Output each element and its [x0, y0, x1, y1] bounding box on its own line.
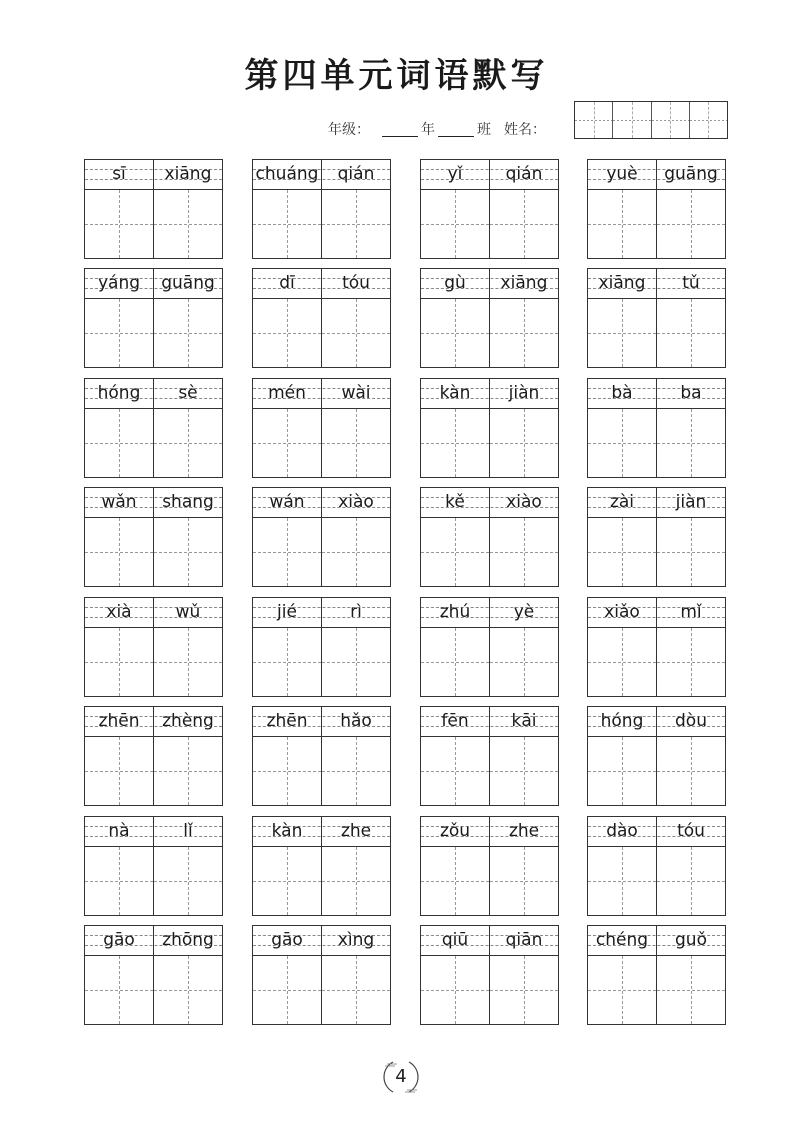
pinyin-syllable: guǒ: [675, 930, 707, 950]
character-box[interactable]: [322, 847, 390, 915]
word-cell[interactable]: [84, 487, 223, 587]
pinyin-row: [421, 817, 558, 847]
word-cell[interactable]: [587, 597, 726, 697]
pinyin-syllable: dī: [253, 269, 322, 298]
pinyin-row: [588, 269, 725, 299]
word-cell[interactable]: [420, 268, 559, 368]
name-label: 姓名：: [504, 122, 546, 138]
pinyin-syllable: bà: [588, 379, 657, 408]
pinyin-syllable: xià: [85, 598, 154, 627]
word-cell[interactable]: [252, 487, 391, 587]
character-box[interactable]: [85, 409, 154, 477]
character-box[interactable]: [322, 299, 390, 367]
character-box[interactable]: [253, 847, 322, 915]
pinyin-row: [421, 707, 558, 737]
name-box[interactable]: [613, 102, 651, 138]
pinyin-row: [85, 160, 222, 190]
page-number: 4: [395, 1066, 407, 1087]
year-suffix: 年: [421, 122, 435, 138]
pinyin-syllable: fēn: [421, 707, 490, 736]
page-title: 第四单元词语默写: [244, 56, 549, 96]
pinyin-syllable: rì: [350, 602, 362, 622]
character-box[interactable]: [588, 628, 657, 696]
character-box[interactable]: [322, 518, 390, 586]
pinyin-syllable: jiàn: [675, 492, 707, 512]
character-box[interactable]: [490, 956, 558, 1024]
pinyin-row: [253, 817, 390, 847]
class-suffix: 班: [477, 122, 491, 138]
character-writing-row: [253, 190, 390, 258]
pinyin-syllable: guāng: [161, 273, 215, 293]
pinyin-syllable: lǐ: [183, 821, 193, 841]
name-writing-boxes[interactable]: [574, 101, 728, 139]
pinyin-syllable: zhōng: [162, 930, 214, 950]
word-cell[interactable]: [420, 816, 559, 916]
pinyin-syllable: zǒu: [421, 817, 490, 846]
character-box[interactable]: [253, 628, 322, 696]
word-cell[interactable]: [84, 268, 223, 368]
character-box[interactable]: [490, 518, 558, 586]
word-cell[interactable]: [84, 378, 223, 478]
pinyin-syllable: kě: [421, 488, 490, 517]
pinyin-syllable: yáng: [85, 269, 154, 298]
character-box[interactable]: [322, 409, 390, 477]
pinyin-syllable: mén: [253, 379, 322, 408]
character-box[interactable]: [154, 409, 222, 477]
character-box[interactable]: [253, 409, 322, 477]
character-writing-row: [85, 518, 222, 586]
character-writing-row: [421, 628, 558, 696]
word-cell[interactable]: [252, 706, 391, 806]
pinyin-syllable: zài: [588, 488, 657, 517]
pinyin-row: [85, 488, 222, 518]
pinyin-syllable: xiǎo: [588, 598, 657, 627]
pinyin-syllable: wài: [341, 383, 371, 403]
character-writing-row: [253, 299, 390, 367]
pinyin-syllable: guāng: [664, 164, 718, 184]
pinyin-syllable: qián: [505, 164, 543, 184]
character-box[interactable]: [588, 409, 657, 477]
character-box[interactable]: [421, 518, 490, 586]
pinyin-syllable: tóu: [342, 273, 370, 293]
character-box[interactable]: [657, 847, 725, 915]
pinyin-syllable: wǔ: [175, 602, 201, 622]
character-writing-row: [85, 299, 222, 367]
pinyin-row: [588, 160, 725, 190]
character-box[interactable]: [657, 190, 725, 258]
word-cell[interactable]: [420, 159, 559, 259]
pinyin-syllable: zhēn: [85, 707, 154, 736]
character-box[interactable]: [588, 737, 657, 805]
pinyin-syllable: shang: [162, 492, 214, 512]
grade-label: 年级：: [328, 122, 370, 138]
character-writing-row: [253, 628, 390, 696]
character-box[interactable]: [154, 299, 222, 367]
character-box[interactable]: [490, 847, 558, 915]
character-box[interactable]: [588, 190, 657, 258]
character-writing-row: [253, 737, 390, 805]
pinyin-syllable: zhèng: [162, 711, 214, 731]
pinyin-syllable: hǎo: [340, 711, 372, 731]
word-cell[interactable]: [252, 816, 391, 916]
name-box[interactable]: [575, 102, 613, 138]
pinyin-syllable: gāo: [85, 926, 154, 955]
word-cell[interactable]: [252, 268, 391, 368]
character-box[interactable]: [421, 628, 490, 696]
pinyin-syllable: qiū: [421, 926, 490, 955]
pinyin-syllable: sī: [85, 160, 154, 189]
pinyin-row: [421, 598, 558, 628]
character-writing-row: [85, 190, 222, 258]
character-writing-row: [85, 956, 222, 1024]
pinyin-syllable: qián: [337, 164, 375, 184]
pinyin-syllable: tóu: [677, 821, 705, 841]
pinyin-syllable: mǐ: [680, 602, 702, 622]
character-box[interactable]: [322, 737, 390, 805]
pinyin-row: [421, 269, 558, 299]
pinyin-syllable: xiāng: [164, 164, 212, 184]
character-writing-row: [85, 628, 222, 696]
character-writing-row: [421, 847, 558, 915]
character-writing-row: [421, 409, 558, 477]
character-writing-row: [421, 190, 558, 258]
character-box[interactable]: [85, 299, 154, 367]
word-cell[interactable]: [252, 597, 391, 697]
pinyin-syllable: yè: [513, 602, 535, 622]
character-writing-row: [588, 190, 725, 258]
word-cell[interactable]: [252, 925, 391, 1025]
character-box[interactable]: [588, 299, 657, 367]
character-box[interactable]: [657, 409, 725, 477]
character-box[interactable]: [588, 847, 657, 915]
pinyin-row: [253, 488, 390, 518]
character-box[interactable]: [253, 737, 322, 805]
pinyin-syllable: ba: [680, 383, 702, 403]
pinyin-row: [588, 598, 725, 628]
character-box[interactable]: [421, 299, 490, 367]
character-box[interactable]: [322, 190, 390, 258]
pinyin-syllable: zhe: [508, 821, 540, 841]
pinyin-syllable: zhú: [421, 598, 490, 627]
pinyin-row: [85, 598, 222, 628]
character-writing-row: [421, 518, 558, 586]
pinyin-row: [85, 707, 222, 737]
character-writing-row: [421, 956, 558, 1024]
pinyin-row: [85, 379, 222, 409]
character-writing-row: [588, 299, 725, 367]
word-cell[interactable]: [587, 925, 726, 1025]
character-box[interactable]: [154, 518, 222, 586]
pinyin-syllable: wǎn: [85, 488, 154, 517]
character-box[interactable]: [154, 190, 222, 258]
character-box[interactable]: [657, 518, 725, 586]
pinyin-syllable: jiàn: [508, 383, 540, 403]
character-box[interactable]: [322, 956, 390, 1024]
character-box[interactable]: [85, 737, 154, 805]
character-box[interactable]: [154, 847, 222, 915]
pinyin-row: [253, 269, 390, 299]
word-cell[interactable]: [84, 816, 223, 916]
pinyin-syllable: nà: [85, 817, 154, 846]
character-writing-row: [588, 847, 725, 915]
character-writing-row: [588, 409, 725, 477]
character-writing-row: [253, 956, 390, 1024]
character-writing-row: [85, 847, 222, 915]
character-box[interactable]: [588, 518, 657, 586]
word-cell[interactable]: [587, 268, 726, 368]
pinyin-syllable: kàn: [253, 817, 322, 846]
character-writing-row: [85, 409, 222, 477]
character-box[interactable]: [253, 299, 322, 367]
word-cell[interactable]: [252, 159, 391, 259]
pinyin-row: [588, 488, 725, 518]
character-box[interactable]: [253, 956, 322, 1024]
pinyin-syllable: gù: [421, 269, 490, 298]
character-box[interactable]: [85, 190, 154, 258]
pinyin-row: [85, 269, 222, 299]
pinyin-row: [253, 707, 390, 737]
pinyin-row: [253, 598, 390, 628]
character-box[interactable]: [154, 737, 222, 805]
word-cell[interactable]: [587, 487, 726, 587]
character-writing-row: [253, 409, 390, 477]
character-writing-row: [588, 737, 725, 805]
pinyin-syllable: xiāng: [588, 269, 657, 298]
pinyin-syllable: chéng: [588, 926, 657, 955]
name-box[interactable]: [690, 102, 727, 138]
pinyin-row: [588, 379, 725, 409]
pinyin-syllable: zhēn: [253, 707, 322, 736]
student-info-line: [300, 116, 570, 140]
pinyin-syllable: gāo: [253, 926, 322, 955]
word-cell[interactable]: [587, 159, 726, 259]
character-box[interactable]: [253, 518, 322, 586]
pinyin-syllable: zhe: [340, 821, 372, 841]
word-cell[interactable]: [252, 378, 391, 478]
pinyin-row: [253, 160, 390, 190]
pinyin-row: [421, 379, 558, 409]
pinyin-row: [588, 707, 725, 737]
character-box[interactable]: [490, 409, 558, 477]
pinyin-syllable: xiào: [506, 492, 542, 512]
character-box[interactable]: [154, 628, 222, 696]
pinyin-row: [85, 817, 222, 847]
character-writing-row: [85, 737, 222, 805]
word-cell[interactable]: [420, 378, 559, 478]
word-cell[interactable]: [420, 487, 559, 587]
character-box[interactable]: [421, 737, 490, 805]
pinyin-syllable: tǔ: [682, 273, 700, 293]
pinyin-syllable: yǐ: [421, 160, 490, 189]
character-box[interactable]: [85, 956, 154, 1024]
pinyin-syllable: xiāng: [500, 273, 548, 293]
character-box[interactable]: [85, 628, 154, 696]
word-cell[interactable]: [84, 597, 223, 697]
character-box[interactable]: [421, 409, 490, 477]
character-box[interactable]: [657, 628, 725, 696]
word-cell[interactable]: [84, 159, 223, 259]
word-cell[interactable]: [420, 706, 559, 806]
pinyin-row: [588, 817, 725, 847]
character-box[interactable]: [154, 956, 222, 1024]
character-writing-row: [588, 518, 725, 586]
pinyin-syllable: hóng: [588, 707, 657, 736]
pinyin-row: [253, 379, 390, 409]
character-writing-row: [588, 628, 725, 696]
word-cell[interactable]: [84, 706, 223, 806]
pinyin-syllable: kāi: [511, 711, 537, 731]
pinyin-row: [421, 488, 558, 518]
character-box[interactable]: [253, 190, 322, 258]
character-box[interactable]: [657, 299, 725, 367]
character-box[interactable]: [85, 847, 154, 915]
character-box[interactable]: [657, 956, 725, 1024]
character-box[interactable]: [421, 847, 490, 915]
character-writing-row: [253, 518, 390, 586]
character-box[interactable]: [588, 956, 657, 1024]
pinyin-syllable: kàn: [421, 379, 490, 408]
character-writing-row: [253, 847, 390, 915]
pinyin-row: [85, 926, 222, 956]
pinyin-syllable: dào: [588, 817, 657, 846]
character-writing-row: [421, 299, 558, 367]
character-box[interactable]: [421, 956, 490, 1024]
pinyin-syllable: jié: [253, 598, 322, 627]
pinyin-syllable: qiān: [505, 930, 543, 950]
character-box[interactable]: [490, 190, 558, 258]
pinyin-row: [421, 926, 558, 956]
character-writing-row: [421, 737, 558, 805]
pinyin-row: [253, 926, 390, 956]
character-box[interactable]: [657, 737, 725, 805]
pinyin-syllable: yuè: [588, 160, 657, 189]
name-box[interactable]: [652, 102, 690, 138]
character-box[interactable]: [490, 299, 558, 367]
pinyin-syllable: xìng: [337, 930, 375, 950]
pinyin-row: [421, 160, 558, 190]
word-cell[interactable]: [587, 378, 726, 478]
pinyin-syllable: dòu: [675, 711, 707, 731]
character-box[interactable]: [490, 628, 558, 696]
pinyin-syllable: wán: [253, 488, 322, 517]
character-writing-row: [588, 956, 725, 1024]
word-cell[interactable]: [420, 597, 559, 697]
word-cell[interactable]: [587, 706, 726, 806]
character-box[interactable]: [85, 518, 154, 586]
pinyin-syllable: sè: [178, 383, 198, 403]
pinyin-syllable: chuáng: [253, 160, 322, 189]
character-box[interactable]: [421, 190, 490, 258]
word-cell[interactable]: [84, 925, 223, 1025]
word-cell[interactable]: [587, 816, 726, 916]
character-box[interactable]: [490, 737, 558, 805]
pinyin-row: [588, 926, 725, 956]
character-box[interactable]: [322, 628, 390, 696]
pinyin-syllable: hóng: [85, 379, 154, 408]
word-cell[interactable]: [420, 925, 559, 1025]
pinyin-syllable: xiào: [338, 492, 374, 512]
